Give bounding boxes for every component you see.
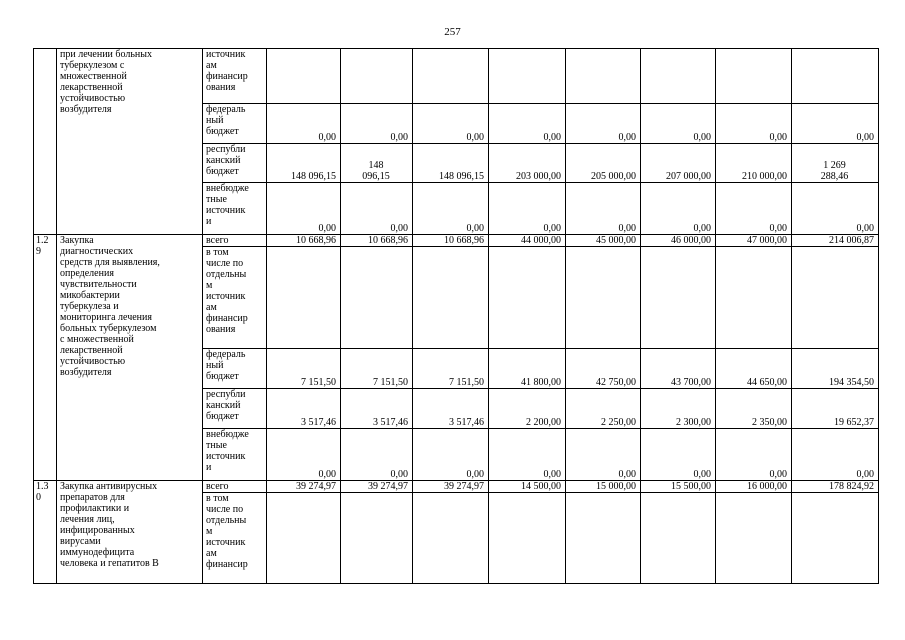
- value-cell: [792, 49, 879, 104]
- value-cell: 16 000,00: [716, 481, 792, 493]
- value-cell: [413, 493, 489, 584]
- value-cell: 0,00: [489, 183, 566, 235]
- value-cell: [641, 493, 716, 584]
- value-cell: [716, 49, 792, 104]
- value-cell: 10 668,96: [267, 235, 341, 247]
- value-cell: 3 517,46: [267, 389, 341, 429]
- value-cell: 3 517,46: [341, 389, 413, 429]
- value-cell: 7 151,50: [413, 349, 489, 389]
- value-cell: [489, 247, 566, 349]
- value-cell: 0,00: [267, 183, 341, 235]
- value-cell: 0,00: [716, 183, 792, 235]
- budget-table: [33, 48, 879, 584]
- value-cell: 0,00: [566, 183, 641, 235]
- value-cell: 2 300,00: [641, 389, 716, 429]
- value-cell: 0,00: [716, 104, 792, 144]
- value-cell: [641, 49, 716, 104]
- value-cell: 203 000,00: [489, 144, 566, 183]
- value-cell: 44 000,00: [489, 235, 566, 247]
- value-cell: 47 000,00: [716, 235, 792, 247]
- value-cell: 7 151,50: [341, 349, 413, 389]
- value-cell: [566, 493, 641, 584]
- value-cell: 0,00: [341, 104, 413, 144]
- value-cell: [489, 493, 566, 584]
- activity-name-cell: при лечении больных туберкулезом с множественной лекарственной устойчивостью возбудителя: [57, 49, 203, 235]
- value-cell: 214 006,87: [792, 235, 879, 247]
- value-cell: 0,00: [413, 183, 489, 235]
- funding-source-cell: внебюдже тные источник и: [203, 429, 267, 481]
- value-cell: [413, 247, 489, 349]
- value-cell: 46 000,00: [641, 235, 716, 247]
- value-cell: 0,00: [716, 429, 792, 481]
- value-cell: [267, 247, 341, 349]
- value-cell: 0,00: [792, 183, 879, 235]
- value-cell: 19 652,37: [792, 389, 879, 429]
- page-number: 257: [444, 26, 461, 38]
- value-cell: 44 650,00: [716, 349, 792, 389]
- value-cell: 148 096,15: [413, 144, 489, 183]
- value-cell: 205 000,00: [566, 144, 641, 183]
- funding-source-cell: всего: [203, 481, 267, 493]
- funding-source-cell: в том числе по отдельны м источник ам финансир ования: [203, 247, 267, 349]
- value-cell: 15 500,00: [641, 481, 716, 493]
- value-cell: 0,00: [641, 104, 716, 144]
- value-cell: 10 668,96: [341, 235, 413, 247]
- value-cell: [341, 49, 413, 104]
- table-row: [34, 481, 879, 493]
- value-cell: 0,00: [267, 429, 341, 481]
- value-cell: [641, 247, 716, 349]
- value-cell: 194 354,50: [792, 349, 879, 389]
- value-cell: [792, 247, 879, 349]
- value-cell: 0,00: [489, 104, 566, 144]
- table-body: [34, 49, 879, 584]
- value-cell: 148 096,15: [267, 144, 341, 183]
- value-cell: 0,00: [641, 183, 716, 235]
- value-cell: 45 000,00: [566, 235, 641, 247]
- value-cell: [489, 49, 566, 104]
- row-number-cell: 1.2 9: [34, 235, 57, 481]
- funding-source-cell: федераль ный бюджет: [203, 104, 267, 144]
- funding-source-cell: республи канский бюджет: [203, 144, 267, 183]
- value-cell: 7 151,50: [267, 349, 341, 389]
- value-cell: 0,00: [413, 429, 489, 481]
- value-cell: 0,00: [792, 104, 879, 144]
- value-cell: [413, 49, 489, 104]
- value-cell: 207 000,00: [641, 144, 716, 183]
- value-cell: 39 274,97: [341, 481, 413, 493]
- value-cell: 2 200,00: [489, 389, 566, 429]
- value-cell: 178 824,92: [792, 481, 879, 493]
- table-row: [34, 49, 879, 104]
- value-cell: [566, 247, 641, 349]
- value-cell: 14 500,00: [489, 481, 566, 493]
- value-cell: 0,00: [566, 104, 641, 144]
- value-cell: 0,00: [641, 429, 716, 481]
- value-cell: 148 096,15: [341, 144, 413, 183]
- activity-name-cell: Закупка антивирусных препаратов для профилактики и лечения лиц, инфицированных вирусами иммунодефицита человека и гепатитов В: [57, 481, 203, 584]
- funding-source-cell: внебюдже тные источник и: [203, 183, 267, 235]
- value-cell: 10 668,96: [413, 235, 489, 247]
- value-cell: 0,00: [341, 183, 413, 235]
- funding-source-cell: в том числе по отдельны м источник ам финансир: [203, 493, 267, 584]
- value-cell: 39 274,97: [413, 481, 489, 493]
- value-cell: 42 750,00: [566, 349, 641, 389]
- value-cell: 0,00: [566, 429, 641, 481]
- value-cell: 43 700,00: [641, 349, 716, 389]
- value-cell: 41 800,00: [489, 349, 566, 389]
- table-row: [34, 235, 879, 247]
- value-cell: [341, 247, 413, 349]
- funding-source-cell: всего: [203, 235, 267, 247]
- row-number-cell: [34, 49, 57, 235]
- funding-source-cell: федераль ный бюджет: [203, 349, 267, 389]
- value-cell: 0,00: [413, 104, 489, 144]
- funding-source-cell: источник ам финансир ования: [203, 49, 267, 104]
- value-cell: 39 274,97: [267, 481, 341, 493]
- value-cell: [341, 493, 413, 584]
- value-cell: 210 000,00: [716, 144, 792, 183]
- value-cell: [267, 493, 341, 584]
- value-cell: [716, 493, 792, 584]
- value-cell: [566, 49, 641, 104]
- value-cell: 0,00: [267, 104, 341, 144]
- activity-name-cell: Закупка диагностических средств для выявления, определения чувствительности микобактерии туберкулеза и мониторинга лечения больных туберкулезом с множественной лекарственной устойчивостью возбудителя: [57, 235, 203, 481]
- value-cell: 15 000,00: [566, 481, 641, 493]
- funding-source-cell: республи канский бюджет: [203, 389, 267, 429]
- row-number-cell: 1.3 0: [34, 481, 57, 584]
- value-cell: 2 350,00: [716, 389, 792, 429]
- value-cell: 1 269 288,46: [792, 144, 879, 183]
- value-cell: 0,00: [341, 429, 413, 481]
- value-cell: 0,00: [792, 429, 879, 481]
- value-cell: [267, 49, 341, 104]
- value-cell: 0,00: [489, 429, 566, 481]
- value-cell: 2 250,00: [566, 389, 641, 429]
- value-cell: [716, 247, 792, 349]
- value-cell: 3 517,46: [413, 389, 489, 429]
- value-cell: [792, 493, 879, 584]
